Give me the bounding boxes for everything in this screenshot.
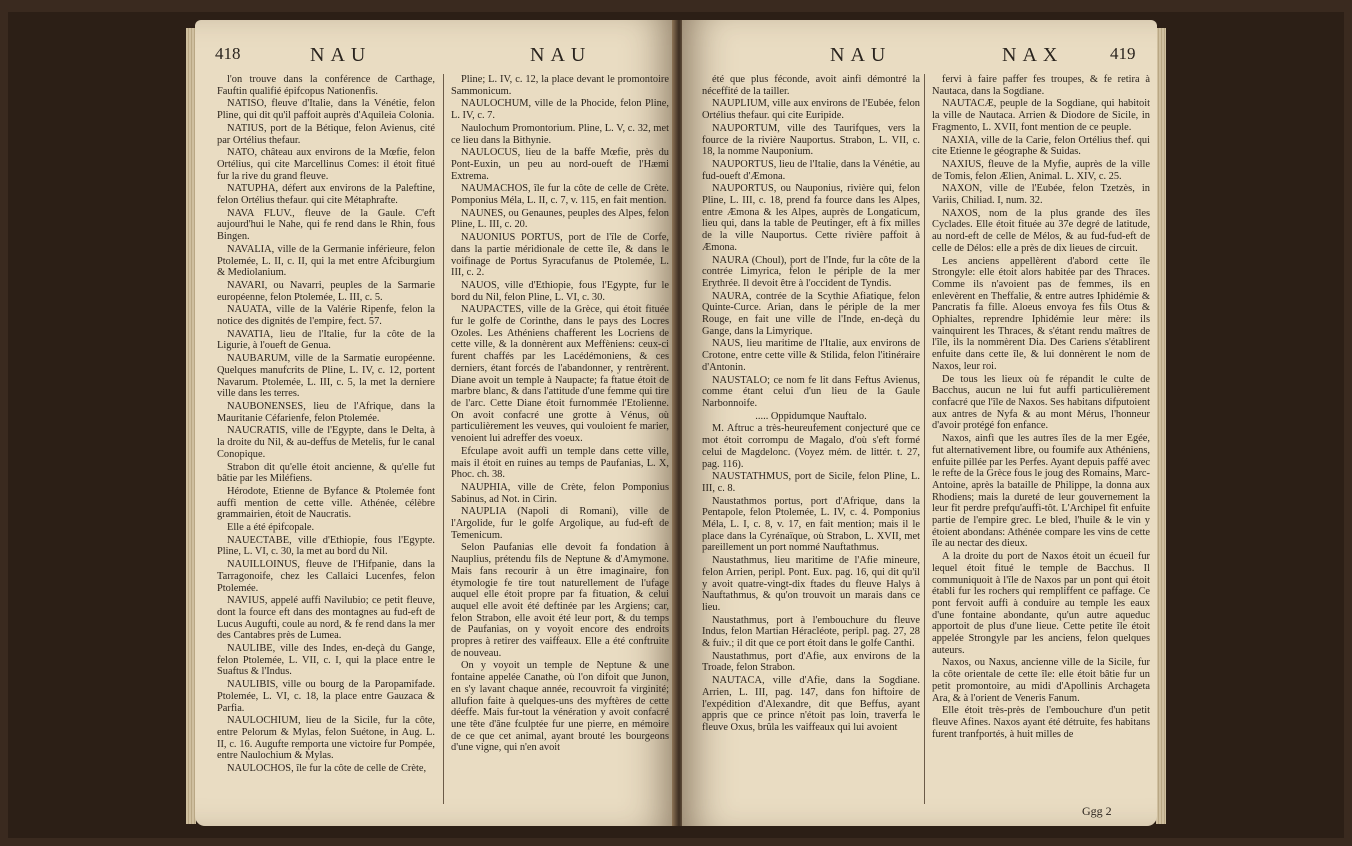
running-header-right: NAU [530,44,592,66]
dictionary-entry: On y voyoit un temple de Neptune & une fontaine appelée Canathe, où l'on difoit que Junon, en s'y lavant chaque année, recouvroit fa virginité; allufion faite à quelques-uns des myftères de cette déeffe. Mais fur-tout la vénération y avoit confacré une tête d'âne fculptée fur une pierre, en mémoire de ce que cet animal, ayant brouté les bourgeons d'une vigne, qui n'en avoit [451,660,669,754]
column-rule [924,74,925,804]
page-number: 419 [1110,44,1136,63]
dictionary-entry: NAUBARUM, ville de la Sarmatie européenne. Quelques manufcrits de Pline, L. IV, c. 12, portent Navarum. Ptolemée, L. III, c. 5, la met la derniere ville dans les terres. [217,353,435,400]
dictionary-entry: Naustathmus, port à l'embouchure du fleuve Indus, felon Martian Héracléote, peripl. pag. 27, 28 & fuiv.; il dit que ce port étoit dans le golfe Canthi. [702,614,920,650]
dictionary-entry: NAVA FLUV., fleuve de la Gaule. C'eft aujourd'hui le Nahe, qui fe rend dans le Rhin, fous Bingen. [217,207,435,243]
dictionary-entry: été que plus féconde, avoit ainfi démontré la néceffité de la tailler. [702,74,920,97]
text-column-2 [932,74,1150,804]
dictionary-entry: Elle étoit très-près de l'embouchure d'un petit fleuve Afines. Naxos ayant été détruite, fes habitans furent tranfportés, à huit milles de [932,705,1150,740]
dictionary-entry: NAVATIA, lieu de l'Italie, fur la côte de la Ligurie, à l'oueft de Genua. [217,328,435,352]
dictionary-entry: Naustathmus, port d'Afie, aux environs de la Troade, felon Strabon. [702,650,920,674]
signature-mark: Ggg 2 [1082,804,1112,818]
dictionary-entry: Strabon dit qu'elle étoit ancienne, & qu'elle fut bâtie par les Miléfiens. [217,461,435,485]
dictionary-entry: NAUILLOINUS, fleuve de l'Hifpanie, dans la Tarragonoife, chez les Callaici Lucenfes, felon Ptolemée. [217,559,435,594]
dictionary-entry: NAXIA, ville de la Carie, felon Ortélius thef. qui cite Etienne le géographe & Suidas. [932,134,1150,158]
dictionary-entry: NAUTACÆ, peuple de la Sogdiane, qui habitoit la ville de Nautaca. Arrien & Diodore de Sicile, in Fragmento, L. XVII, font mention de ce peuple. [932,98,1150,133]
dictionary-entry: Pline; L. IV, c. 12, la place devant le promontoire Sammonicum. [451,74,669,97]
dictionary-entry: Elle a été épifcopale. [227,522,315,534]
dictionary-entry: Naustathmos portus, port d'Afrique, dans la Pentapole, felon Ptolemée, L. IV, c. 4. Pomponius Méla, L. I, c. 8, v. 17, en fait mention; mais il le place dans la Cyrénaïque, où Strabon, L. XVII, met pareillement un port nommé Nauftathmus. [702,495,920,554]
dictionary-entry: NAUPORTUS, lieu de l'Italie, dans la Vénétie, au fud-oueft d'Æmona. [702,158,920,182]
dictionary-entry: NAUNES, ou Genaunes, peuples des Alpes, felon Pline, L. III, c. 20. [451,207,669,231]
dictionary-entry: NAUPHIA, ville de Crète, felon Pomponius Sabinus, ad Not. in Cirin. [451,481,669,505]
dictionary-entry: NAULOCHIUM, lieu de la Sicile, fur la côte, entre Pelorum & Mylas, felon Suétone, in Aug. L. II, c. 16. Augufte remporta une victoire fur Pompée, entre Naulochium & Mylas. [217,715,435,762]
dictionary-entry: Selon Paufanias elle devoit fa fondation à Nauplius, prétendu fils de Neptune & d'Amymone. Mais fans recourir à un être imaginaire, fon étymologie fe tire tout naturellement de l'ufage auquel elle étoit propre par fa fituation, & celui auquel elle avoit été deftinée par les Argiens; car, felon Strabon, elle avoit été leur port, & du temps de Paufanias, on y voyoit encore des endroits propres à retirer des vaiffeaux. Elle a été conftruite de nouveau. [451,542,669,659]
dictionary-entry: NAUSTALO; ce nom fe lit dans Feftus Avienus, comme étant celui d'un lieu de la Gaule Narbonnoife. [702,374,920,409]
dictionary-entry: NAUPLIUM, ville aux environs de l'Eubée, felon Ortélius thefaur. qui cite Euripide. [702,98,920,122]
dictionary-entry: NATO, château aux environs de la Mœfie, felon Ortélius, qui cite Marcellinus Comes: il étoit fitué fur la rive du grand fleuve. [217,147,435,182]
dictionary-entry: NAUOS, ville d'Ethiopie, fous l'Egypte, fur le bord du Nil, felon Pline, L. VI, c. 30. [451,279,669,303]
dictionary-entry: NAVIUS, appelé auffi Navilubio; ce petit fleuve, dont la fource eft dans des montagnes au fud-eft de Lucus Augufti, coule au nord, & fe rend dans la mer des Cantabres près de Lumea. [217,595,435,642]
dictionary-entry: fervi à faire paffer fes troupes, & fe retira à Nautaca, dans la Sogdiane. [932,74,1150,97]
dictionary-entry: NAUS, lieu maritime de l'Italie, aux environs de Crotone, entre cette ville & Stilida, felon l'itinéraire d'Antonin. [702,338,920,373]
running-header-left: NAU [310,44,372,66]
dictionary-entry: NAVARI, ou Navarri, peuples de la Sarmarie européenne, felon Ptolemée, L. III, c. 5. [217,279,435,303]
dictionary-entry: NAXOS, nom de la plus grande des îles Cyclades. Elle étoit fituée au 37e degré de latitude, au nord-eft de celle de Mélos, & au fud-fud-eft de celle de Délos: elle a près de dix lieues de circuit. [932,207,1150,254]
dictionary-entry: NAXIUS, fleuve de la Myfie, auprès de la ville de Tomis, felon Ælien, Animal. L. XIV, c. 25. [932,158,1150,182]
dictionary-entry: NATUPHA, défert aux environs de la Paleftine, felon Ortélius thefaur. qui cite Métaphrafte. [217,183,435,207]
dictionary-entry: NAUECTABE, ville d'Ethiopie, fous l'Egypte. Pline, L. VI, c. 30, la met au bord du Nil. [217,534,435,558]
dictionary-entry: NAURA, contrée de la Scythie Afiatique, felon Quinte-Curce. Arian, dans le périple de la mer Rouge, en fait une ville de l'Inde, en-deçà du Gange, dans la Limyrique. [702,290,920,337]
dictionary-entry: NAULOCHOS, île fur la côte de celle de Crète, [227,763,427,775]
dictionary-entry: Hérodote, Etienne de Byfance & Ptolemée font auffi mention de cette ville. Athénée, célèbre grammairien, étoit de Naucratis. [217,485,435,521]
right-page-edges [1156,28,1166,824]
dictionary-entry: NAUPACTES, ville de la Grèce, qui étoit fituée fur le golfe de Corinthe, dans le pays des Locres Ozoles. Les Athéniens chafferent les Locriens de cette ville, & la donnèrent aux Meffèniens: ceux-ci furent chaffés par les Lacédémoniens, & ces derniers, étant forcés de l'abandonner, y rentrèrent. Diane avoit un temple à Naupacte; fa ftatue étoit de marbre blanc, & dans l'attitude d'une femme qui tire de l'arc. Cette Diane étoit furnommée l'Etolienne. On avoit confacré une grotte à Vénus, où particulièrement les veuves, qui vouloient fe marier, venoient lui adreffer des voeux. [451,304,669,445]
dictionary-entry: NAUPLIA (Napoli di Romani), ville de l'Argolide, fur le golfe Argolique, au fud-eft de Temenicum. [451,506,669,541]
text-column-2 [451,74,669,804]
dictionary-entry: NAUPORTUS, ou Nauponius, rivière qui, felon Pline, L. III, c. 18, prend fa fource dans les Alpes, entre Æmona & les Alpes, auprès de Longaticum, lieu qui, dans la table de Peutinger, eft à fix milles de la ville Nauportus. Cette rivière paffoit à Æmona. [702,183,920,253]
dictionary-entry: Naustathmus, lieu maritime de l'Afie mineure, felon Arrien, peripl. Pont. Eux. pag. 16, qui dit qu'il y avoit quatre-vingt-dix ftades du fleuve Halys à Nauftathmus, & qu'on trouvoit un marais dans ce lieu. [702,555,920,613]
dictionary-entry: NAURA (Choul), port de l'Inde, fur la côte de la contrée Limyrica, felon le périple de la mer Erythrée. Il devoit être à l'occident de Tyndis. [702,254,920,289]
dictionary-entry: NAULOCUS, lieu de la baffe Mœfie, près du Pont-Euxin, un peu au nord-oueft de l'Hæmi Extrema. [451,147,669,182]
dictionary-entry: Naulochum Promontorium. Pline, L. V, c. 32, met ce lieu dans la Bithynie. [451,122,669,146]
left-page [195,20,675,826]
text-column-1 [217,74,435,804]
dictionary-entry: NAUBONENSES, lieu de l'Afrique, dans la Mauritanie Céfarienfe, felon Ptolemée. [217,400,435,424]
running-header-left: NAU [830,44,892,66]
dictionary-entry: NAULIBIS, ville ou bourg de la Paropamifade. Ptolemée, L. VI, c. 18, la place entre Gauzaca & Parfia. [217,679,435,714]
page-number: 418 [215,44,241,63]
dictionary-entry: NATISO, fleuve d'Italie, dans la Vénétie, felon Pline, qui dit qu'il paffoit auprès d'Aquileia Colonia. [217,98,435,122]
dictionary-entry: NAUSTATHMUS, port de Sicile, felon Pline, L. III, c. 8. [702,471,920,494]
dictionary-entry: l'on trouve dans la conférence de Carthage, Fauftin qualifié épifcopus Nationenfis. [217,74,435,97]
dictionary-entry: Naxos, ou Naxus, ancienne ville de la Sicile, fur la côte orientale de cette île: elle étoit bâtie fur un petit promontoire, au midi d'Apollinis Archageta Ara, & à l'orient de Veneris Fanum. [932,657,1150,704]
running-header-right: NAX [1002,44,1064,66]
right-page [682,20,1157,826]
dictionary-entry: Efculape avoit auffi un temple dans cette ville, mais il étoit en ruines au temps de Paufanias, L. X, Phoc. ch. 38. [451,445,669,481]
dictionary-entry: NAUPORTUM, ville des Taurifques, vers la fource de la rivière Nauportus. Strabon, L. VII, c. 18, la nomme Nauponium. [702,122,920,158]
dictionary-entry: NAUCRATIS, ville de l'Egypte, dans le Delta, à la droite du Nil, & au-deffus de Metelis, fur le canal Conopique. [217,425,435,460]
dictionary-entry: NAUTACA, ville d'Afie, dans la Sogdiane. Arrien, L. III, pag. 147, dans fon hiftoire de l'expédition d'Alexandre, dit que Beffus, ayant appris que ce prince n'étoit pas loin, traverfa le fleuve Oxus, brûla les vaiffeaux qui lui avoient [702,675,920,733]
dictionary-entry: M. Aftruc a très-heureufement conjecturé que ce mot étoit corrompu de Magalo, d'où s'eft formé celui de Magdelonc. (Voyez mém. de littér. t. 27, pag. 116). [702,423,920,470]
text-column-1 [702,74,920,804]
dictionary-entry: NAULIBE, ville des Indes, en-deçà du Gange, felon Ptolemée, L. VII, c. I, qui la place entre le Suaftus & l'Indus. [217,643,435,678]
dictionary-entry: ..... Oppidumque Nauftalo. [755,410,867,422]
dictionary-entry: De tous les lieux où fe répandit le culte de Bacchus, aucun ne lui fut auffi particulièrement confacré que l'île de Naxos. Ses habitans difputoient aux antres de Nyfa & au mont Mérus, l'honneur d'avoir protégé fon enfance. [932,373,1150,432]
dictionary-entry: NATIUS, port de la Bétique, felon Avienus, cité par Ortélius thefaur. [217,122,435,146]
dictionary-entry: NAUMACHOS, île fur la côte de celle de Crète. Pomponius Méla, L. II, c. 7, v. 115, en fait mention. [451,183,669,207]
dictionary-entry: A la droite du port de Naxos étoit un écueil fur lequel étoit fitué le temple de Bacchus. Il communiquoit à l'île de Naxos par un pont qui étoit établi fur les rochers qui rempliffent ce paffage. Ce pont fervoit auffi à conduire au temple les eaux d'une fontaine abondante, qu'un autre aqueduc apportoit de plus d'une lieue. Cette petite île étoit appelée Strongyle par les anciens, felon quelques auteurs. [932,551,1150,656]
dictionary-entry: NAULOCHUM, ville de la Phocide, felon Pline, L. IV, c. 7. [451,98,669,122]
dictionary-entry: NAVALIA, ville de la Germanie inférieure, felon Ptolemée, L. II, c. II, qui la met entre Afciburgium & Mediolanium. [217,243,435,279]
dictionary-entry: Les anciens appellèrent d'abord cette île Strongyle: elle étoit alors habitée par des Thraces. Comme ils n'avoient pas de femmes, ils en enlevèrent en Theffalie, & entre autres Iphidémie & Pancratis fa fille. Aloeus envoya fes fils Otus & Ophialtes, reprendre Iphidémie leur mère: ils vainquirent les Thraces, & s'étant rendu maîtres de l'île, ils la nommèrent Dia. Des Cariens s'établirent enfuite dans cette île, & lui donnèrent le nom de Naxos, leur roi. [932,255,1150,372]
dictionary-entry: NAXON, ville de l'Eubée, felon Tzetzès, in Variis, Chiliad. I, num. 32. [932,183,1150,207]
column-rule [443,74,444,804]
dictionary-entry: Naxos, ainfi que les autres îles de la mer Egée, fut alternativement libre, ou foumife aux Athéniens, enfuite pillée par les Perfes. Ayant depuis paffé avec le refte de la Grèce fous le joug des Romains, Marc-Antoine, après la bataille de Philippe, la donna aux Rhodiens; mais la dureté de leur gouvernement la leur fit perdre prefqu'auffi-tôt. L'Archipel fit enfuite partie de l'empire grec. Le bled, l'huile & le vin y étoient abondans: Athénée compare les vins de cette île au nectar des dieux. [932,433,1150,550]
dictionary-entry: NAUONIUS PORTUS, port de l'île de Corfe, dans la partie méridionale de cette île, & dans le voifinage de Portus Syracufanus de Ptolemée, L. III, c. 2. [451,232,669,279]
dictionary-entry: NAUATA, ville de la Valérie Ripenfe, felon la notice des dignités de l'empire, fect. 57. [217,304,435,328]
